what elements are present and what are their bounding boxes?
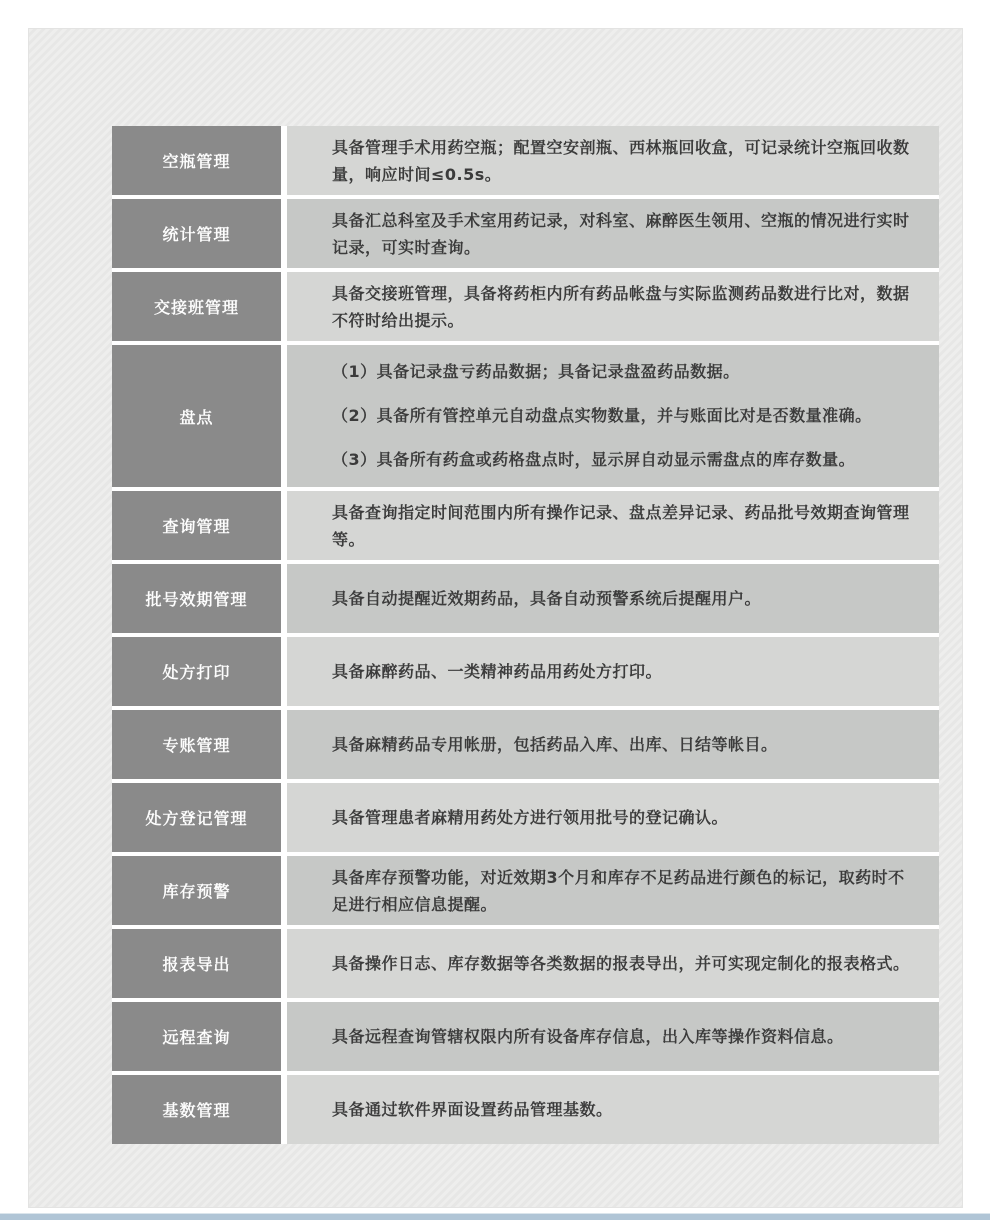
table-row bbox=[112, 637, 939, 706]
bottom-accent-bar bbox=[0, 1213, 990, 1220]
feature-description: 具备麻醉药品、一类精神药品用药处方打印。 bbox=[287, 637, 939, 706]
feature-description: 具备麻精药品专用帐册，包括药品入库、出库、日结等帐目。 bbox=[287, 710, 939, 779]
feature-description: 具备远程查询管辖权限内所有设备库存信息，出入库等操作资料信息。 bbox=[287, 1002, 939, 1071]
table-row bbox=[112, 564, 939, 633]
feature-label: 处方打印 bbox=[112, 637, 281, 706]
feature-label: 处方登记管理 bbox=[112, 783, 281, 852]
feature-spec-table bbox=[112, 126, 939, 1144]
feature-label: 库存预警 bbox=[112, 856, 281, 925]
feature-label: 盘点 bbox=[112, 345, 281, 487]
feature-label: 专账管理 bbox=[112, 710, 281, 779]
feature-description: 具备管理手术用药空瓶；配置空安剖瓶、西林瓶回收盒，可记录统计空瓶回收数量，响应时间≤0.5s。 bbox=[287, 126, 939, 195]
feature-label: 统计管理 bbox=[112, 199, 281, 268]
feature-label: 批号效期管理 bbox=[112, 564, 281, 633]
table-row bbox=[112, 783, 939, 852]
table-row bbox=[112, 929, 939, 998]
feature-description: 具备操作日志、库存数据等各类数据的报表导出，并可实现定制化的报表格式。 bbox=[287, 929, 939, 998]
feature-description-line: （3）具备所有药盒或药格盘点时，显示屏自动显示需盘点的库存数量。 bbox=[332, 450, 856, 469]
feature-description-line: （1）具备记录盘亏药品数据；具备记录盘盈药品数据。 bbox=[332, 362, 740, 381]
table-row bbox=[112, 491, 939, 560]
feature-label: 基数管理 bbox=[112, 1075, 281, 1144]
feature-label: 交接班管理 bbox=[112, 272, 281, 341]
document-page bbox=[28, 28, 963, 1208]
feature-description: 具备管理患者麻精用药处方进行领用批号的登记确认。 bbox=[287, 783, 939, 852]
table-row bbox=[112, 1075, 939, 1144]
table-row bbox=[112, 199, 939, 268]
table-row bbox=[112, 710, 939, 779]
table-row bbox=[112, 856, 939, 925]
feature-description: 具备自动提醒近效期药品，具备自动预警系统后提醒用户。 bbox=[287, 564, 939, 633]
feature-description bbox=[287, 345, 939, 487]
feature-description: 具备交接班管理，具备将药柜内所有药品帐盘与实际监测药品数进行比对，数据不符时给出提示。 bbox=[287, 272, 939, 341]
feature-label: 空瓶管理 bbox=[112, 126, 281, 195]
feature-description: 具备通过软件界面设置药品管理基数。 bbox=[287, 1075, 939, 1144]
table-row bbox=[112, 345, 939, 487]
feature-label: 查询管理 bbox=[112, 491, 281, 560]
feature-label: 报表导出 bbox=[112, 929, 281, 998]
feature-description: 具备汇总科室及手术室用药记录，对科室、麻醉医生领用、空瓶的情况进行实时记录，可实时查询。 bbox=[287, 199, 939, 268]
feature-description: 具备查询指定时间范围内所有操作记录、盘点差异记录、药品批号效期查询管理等。 bbox=[287, 491, 939, 560]
table-row bbox=[112, 272, 939, 341]
table-row bbox=[112, 126, 939, 195]
feature-description: 具备库存预警功能，对近效期3个月和库存不足药品进行颜色的标记，取药时不足进行相应信息提醒。 bbox=[287, 856, 939, 925]
feature-label: 远程查询 bbox=[112, 1002, 281, 1071]
table-row bbox=[112, 1002, 939, 1071]
feature-description-line: （2）具备所有管控单元自动盘点实物数量，并与账面比对是否数量准确。 bbox=[332, 406, 872, 425]
